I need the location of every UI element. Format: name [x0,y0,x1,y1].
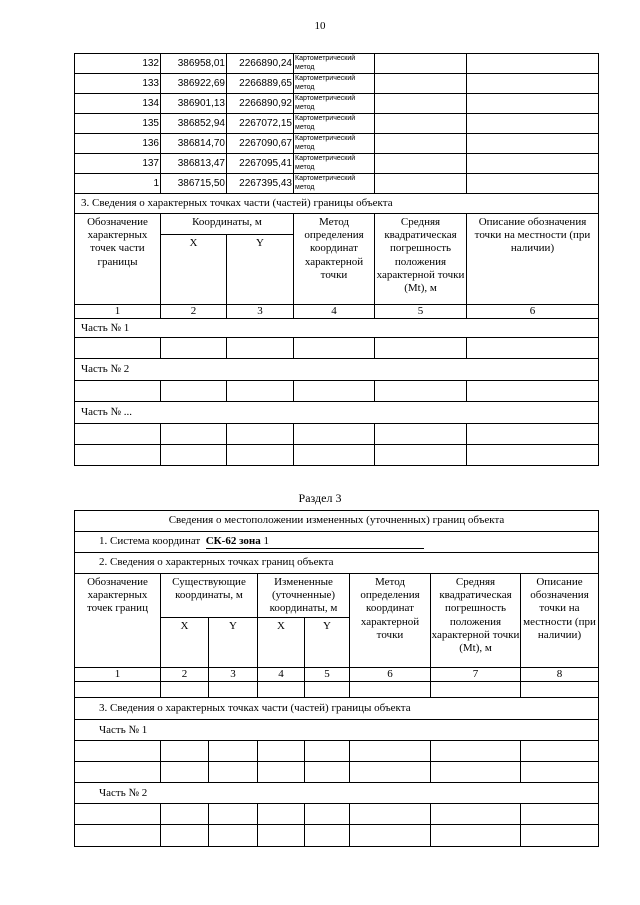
col-number: 6 [467,305,599,319]
point-row [75,134,599,154]
col-number: 1 [75,668,161,682]
point-row [75,94,599,114]
empty-row [75,338,599,359]
col-number: 2 [161,668,209,682]
col-number: 5 [375,305,467,319]
description-cell [467,174,599,194]
part-label: Часть № ... [75,402,599,424]
part-label: Часть № 1 [75,319,599,338]
coord-y: 2267095,41 [227,154,294,174]
coord-y: 2266890,92 [227,94,294,114]
object-parts-table [74,53,599,466]
col-number: 1 [75,305,161,319]
col-number: 8 [521,668,599,682]
col-header-coords: Координаты, м [161,214,294,235]
col-number: 3 [227,305,294,319]
col-header-accuracy: Средняя квадратическая погрешность положения характерной точки (Mt), м [431,574,521,668]
col-header-x: X [258,618,305,668]
point-method: Картометрический метод [294,94,375,114]
point-row [75,174,599,194]
point-number: 135 [75,114,161,134]
coord-x: 386813,47 [161,154,227,174]
description-cell [467,154,599,174]
col-number: 4 [258,668,305,682]
point-method: Картометрический метод [294,114,375,134]
point-method: Картометрический метод [294,154,375,174]
col-header-method: Метод определения координат характерной точки [294,214,375,305]
coord-y: 2266890,24 [227,54,294,74]
section3-table [74,510,599,847]
coord-y: 2267072,15 [227,114,294,134]
point-number: 136 [75,134,161,154]
part-label: Часть № 2 [75,783,599,804]
empty-row [75,762,599,783]
col-header-existing: Существующие координаты, м [161,574,258,618]
col-header-changed: Измененные (уточненные) координаты, м [258,574,350,618]
empty-row [75,445,599,466]
col-header-y: Y [209,618,258,668]
col-header-y: Y [305,618,350,668]
coord-system-field [206,535,424,549]
point-method: Картометрический метод [294,74,375,94]
description-cell [467,74,599,94]
col-number: 6 [350,668,431,682]
coord-x: 386901,13 [161,94,227,114]
accuracy-cell [375,94,467,114]
part-label: Часть № 1 [75,720,599,741]
parts-section-title: 3. Сведения о характерных точках части (частей) границы объекта [75,194,599,214]
point-row [75,74,599,94]
empty-row [75,424,599,445]
top-point-rows [75,54,599,194]
point-number: 133 [75,74,161,94]
coord-system-label: 1. Система координат [99,534,201,547]
col-number: 3 [209,668,258,682]
coord-x: 386922,69 [161,74,227,94]
empty-row [75,741,599,762]
col-header-point: Обозначение характерных точек границ [75,574,161,668]
accuracy-cell [375,174,467,194]
accuracy-cell [375,74,467,94]
col-header-method: Метод определения координат характерной точки [350,574,431,668]
point-method: Картометрический метод [294,134,375,154]
point-row [75,154,599,174]
point-row [75,54,599,74]
coord-y: 2267395,43 [227,174,294,194]
empty-row [75,804,599,825]
points-title: 2. Сведения о характерных точках границ объекта [75,553,599,574]
point-number: 1 [75,174,161,194]
col-number: 2 [161,305,227,319]
section3-title: Сведения о местоположении измененных (уточненных) границ объекта [75,511,599,532]
col-number: 4 [294,305,375,319]
coord-system-zone: 1 [263,534,270,547]
col-header-x: X [161,235,227,305]
description-cell [467,54,599,74]
description-cell [467,134,599,154]
point-method: Картометрический метод [294,54,375,74]
accuracy-cell [375,154,467,174]
coord-y: 2266889,65 [227,74,294,94]
col-header-x: X [161,618,209,668]
coord-system-row [75,532,599,553]
point-number: 134 [75,94,161,114]
description-cell [467,114,599,134]
empty-row [75,682,599,698]
coord-x: 386958,01 [161,54,227,74]
col-header-y: Y [227,235,294,305]
col-header-description: Описание обозначения точки на местности (при наличии) [467,214,599,305]
coord-x: 386715,50 [161,174,227,194]
col-header-point: Обозначение характерных точек части границы [75,214,161,305]
coord-x: 386814,70 [161,134,227,154]
point-row [75,114,599,134]
col-number: 5 [305,668,350,682]
parts-title: 3. Сведения о характерных точках части (частей) границы объекта [75,698,599,720]
section-heading: Раздел 3 [298,491,342,505]
accuracy-cell [375,134,467,154]
description-cell [467,94,599,114]
page-number: 10 [314,20,326,32]
point-number: 137 [75,154,161,174]
point-number: 132 [75,54,161,74]
point-method: Картометрический метод [294,174,375,194]
part-label: Часть № 2 [75,359,599,381]
coord-x: 386852,94 [161,114,227,134]
col-number: 7 [431,668,521,682]
col-header-description: Описание обозначения точки на местности (при наличии) [521,574,599,668]
coord-system-value: СК-62 зона [205,534,261,547]
coord-y: 2267090,67 [227,134,294,154]
accuracy-cell [375,54,467,74]
col-header-accuracy: Средняя квадратическая погрешность положения характерной точки (Mt), м [375,214,467,305]
empty-row [75,825,599,847]
accuracy-cell [375,114,467,134]
empty-row [75,381,599,402]
